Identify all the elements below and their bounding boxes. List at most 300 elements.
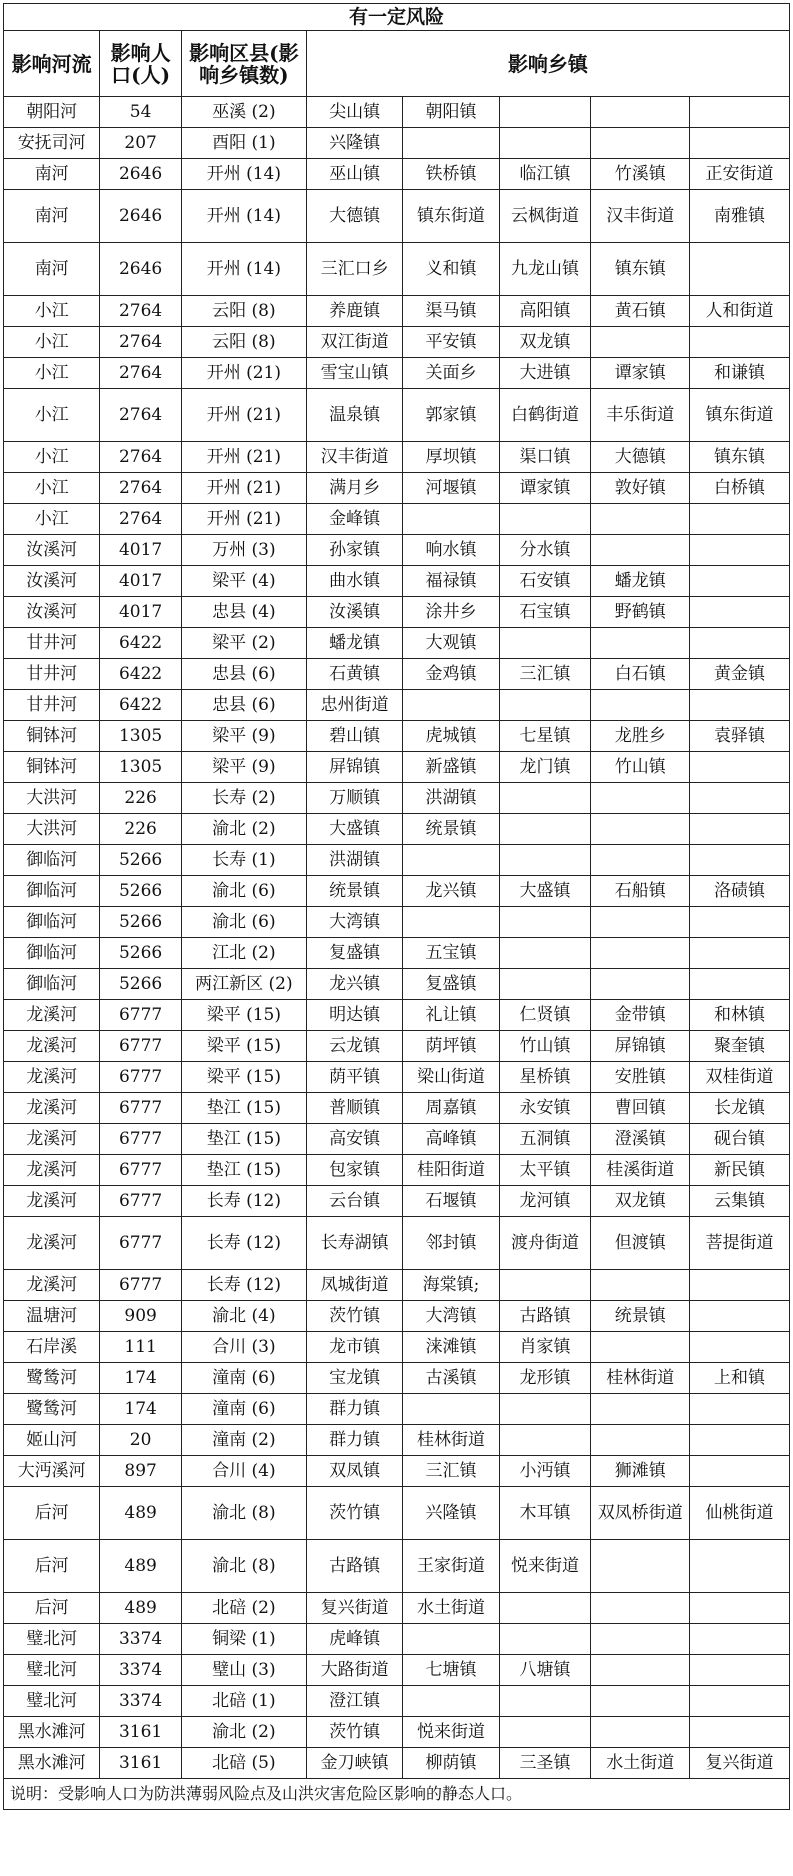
table-row [4, 97, 790, 128]
table-row [4, 783, 790, 814]
table-row [4, 1332, 790, 1363]
cell-town: 白桥镇 [690, 473, 790, 504]
cell-town: 大德镇 [306, 190, 402, 243]
cell-river: 大沔溪河 [4, 1456, 100, 1487]
cell-river: 鹭鸶河 [4, 1363, 100, 1394]
cell-river: 龙溪河 [4, 1217, 100, 1270]
cell-river: 璧北河 [4, 1686, 100, 1717]
cell-town: 温泉镇 [306, 389, 402, 442]
cell-river: 甘井河 [4, 659, 100, 690]
cell-population: 2764 [100, 442, 181, 473]
cell-town: 永安镇 [499, 1093, 591, 1124]
cell-town [591, 1425, 690, 1456]
cell-town: 悦来街道 [499, 1540, 591, 1593]
table-row [4, 473, 790, 504]
cell-town: 汝溪镇 [306, 597, 402, 628]
cell-district: 梁平 (4) [181, 566, 306, 597]
cell-town: 金峰镇 [306, 504, 402, 535]
cell-town: 七星镇 [499, 721, 591, 752]
cell-river: 御临河 [4, 907, 100, 938]
cell-town [690, 1540, 790, 1593]
cell-population: 5266 [100, 969, 181, 1000]
cell-town [690, 566, 790, 597]
cell-town [690, 128, 790, 159]
cell-population: 489 [100, 1487, 181, 1540]
cell-river: 龙溪河 [4, 1270, 100, 1301]
cell-population: 3374 [100, 1655, 181, 1686]
cell-river: 御临河 [4, 938, 100, 969]
cell-town: 礼让镇 [403, 1000, 499, 1031]
cell-town: 金鸡镇 [403, 659, 499, 690]
cell-river: 铜钵河 [4, 721, 100, 752]
cell-town: 小沔镇 [499, 1456, 591, 1487]
cell-town: 曲水镇 [306, 566, 402, 597]
cell-district: 云阳 (8) [181, 296, 306, 327]
cell-population: 6422 [100, 659, 181, 690]
cell-town [499, 1394, 591, 1425]
cell-town [499, 1593, 591, 1624]
cell-town: 洪湖镇 [306, 845, 402, 876]
table-row [4, 1031, 790, 1062]
cell-population: 1305 [100, 721, 181, 752]
cell-district: 渝北 (6) [181, 907, 306, 938]
cell-town: 柳荫镇 [403, 1748, 499, 1779]
cell-population: 1305 [100, 752, 181, 783]
cell-town: 曹回镇 [591, 1093, 690, 1124]
cell-town: 三汇镇 [403, 1456, 499, 1487]
cell-town: 新盛镇 [403, 752, 499, 783]
cell-river: 黑水滩河 [4, 1717, 100, 1748]
cell-river: 甘井河 [4, 628, 100, 659]
cell-town: 龙市镇 [306, 1332, 402, 1363]
cell-river: 璧北河 [4, 1655, 100, 1686]
cell-population: 6777 [100, 1217, 181, 1270]
cell-town: 九龙山镇 [499, 243, 591, 296]
cell-town: 云集镇 [690, 1186, 790, 1217]
cell-town: 忠州街道 [306, 690, 402, 721]
cell-town: 新民镇 [690, 1155, 790, 1186]
table-row [4, 1540, 790, 1593]
cell-town [690, 1270, 790, 1301]
cell-town: 普顺镇 [306, 1093, 402, 1124]
cell-town: 统景镇 [403, 814, 499, 845]
cell-district: 垫江 (15) [181, 1124, 306, 1155]
cell-district: 梁平 (2) [181, 628, 306, 659]
cell-town: 桂林街道 [591, 1363, 690, 1394]
cell-river: 小江 [4, 473, 100, 504]
cell-town: 大盛镇 [306, 814, 402, 845]
cell-town [690, 597, 790, 628]
cell-river: 汝溪河 [4, 566, 100, 597]
cell-river: 南河 [4, 159, 100, 190]
cell-town [690, 1332, 790, 1363]
cell-town: 双龙镇 [591, 1186, 690, 1217]
cell-district: 梁平 (9) [181, 752, 306, 783]
cell-town: 汉丰街道 [591, 190, 690, 243]
cell-town [690, 1655, 790, 1686]
table-row [4, 1186, 790, 1217]
cell-river: 后河 [4, 1540, 100, 1593]
cell-district: 开州 (14) [181, 190, 306, 243]
cell-district: 梁平 (15) [181, 1031, 306, 1062]
cell-town: 大路街道 [306, 1655, 402, 1686]
table-row [4, 814, 790, 845]
cell-town: 七塘镇 [403, 1655, 499, 1686]
cell-town: 金带镇 [591, 1000, 690, 1031]
table-row [4, 159, 790, 190]
cell-district: 合川 (3) [181, 1332, 306, 1363]
table-row [4, 752, 790, 783]
cell-town: 袁驿镇 [690, 721, 790, 752]
cell-district: 忠县 (6) [181, 659, 306, 690]
cell-town: 镇东街道 [403, 190, 499, 243]
cell-district: 梁平 (15) [181, 1000, 306, 1031]
cell-river: 小江 [4, 389, 100, 442]
cell-river: 小江 [4, 442, 100, 473]
cell-population: 6777 [100, 1124, 181, 1155]
cell-town: 野鹤镇 [591, 597, 690, 628]
cell-town [591, 1717, 690, 1748]
cell-town: 木耳镇 [499, 1487, 591, 1540]
cell-town: 统景镇 [591, 1301, 690, 1332]
cell-town [690, 907, 790, 938]
cell-town [591, 1270, 690, 1301]
cell-district: 长寿 (12) [181, 1217, 306, 1270]
cell-district: 巫溪 (2) [181, 97, 306, 128]
cell-town: 谭家镇 [591, 358, 690, 389]
cell-town [591, 1332, 690, 1363]
cell-river: 汝溪河 [4, 535, 100, 566]
cell-town: 巫山镇 [306, 159, 402, 190]
cell-population: 2646 [100, 190, 181, 243]
cell-population: 174 [100, 1394, 181, 1425]
cell-town: 安胜镇 [591, 1062, 690, 1093]
cell-river: 温塘河 [4, 1301, 100, 1332]
cell-river: 鹭鸶河 [4, 1394, 100, 1425]
cell-town [499, 938, 591, 969]
cell-town [690, 97, 790, 128]
cell-town: 人和街道 [690, 296, 790, 327]
cell-population: 2764 [100, 327, 181, 358]
cell-population: 2764 [100, 389, 181, 442]
cell-district: 长寿 (12) [181, 1186, 306, 1217]
cell-district: 渝北 (2) [181, 814, 306, 845]
cell-district: 北碚 (2) [181, 1593, 306, 1624]
cell-river: 龙溪河 [4, 1155, 100, 1186]
cell-river: 御临河 [4, 969, 100, 1000]
table-row [4, 566, 790, 597]
cell-town: 云龙镇 [306, 1031, 402, 1062]
cell-river: 铜钵河 [4, 752, 100, 783]
cell-town: 桂阳街道 [403, 1155, 499, 1186]
cell-town: 双江街道 [306, 327, 402, 358]
cell-population: 6777 [100, 1062, 181, 1093]
cell-town: 桂溪街道 [591, 1155, 690, 1186]
cell-town: 尖山镇 [306, 97, 402, 128]
table-row [4, 1301, 790, 1332]
cell-town: 蟠龙镇 [591, 566, 690, 597]
cell-district: 长寿 (12) [181, 1270, 306, 1301]
table-row [4, 1487, 790, 1540]
cell-town: 义和镇 [403, 243, 499, 296]
table-row [4, 296, 790, 327]
cell-town [499, 1270, 591, 1301]
cell-town: 王家街道 [403, 1540, 499, 1593]
table-row [4, 1624, 790, 1655]
cell-town [690, 1456, 790, 1487]
cell-town: 长寿湖镇 [306, 1217, 402, 1270]
cell-town [591, 690, 690, 721]
cell-town: 正安街道 [690, 159, 790, 190]
cell-population: 4017 [100, 566, 181, 597]
cell-town: 大湾镇 [403, 1301, 499, 1332]
cell-town: 双凤桥街道 [591, 1487, 690, 1540]
cell-river: 小江 [4, 358, 100, 389]
cell-town [499, 783, 591, 814]
cell-river: 龙溪河 [4, 1031, 100, 1062]
cell-town: 双龙镇 [499, 327, 591, 358]
cell-town: 竹山镇 [499, 1031, 591, 1062]
cell-district: 渝北 (4) [181, 1301, 306, 1332]
cell-district: 开州 (14) [181, 243, 306, 296]
cell-town [591, 1593, 690, 1624]
cell-town [591, 128, 690, 159]
cell-town: 石船镇 [591, 876, 690, 907]
table-row [4, 597, 790, 628]
cell-town: 统景镇 [306, 876, 402, 907]
cell-district: 万州 (3) [181, 535, 306, 566]
cell-district: 垫江 (15) [181, 1155, 306, 1186]
cell-town [499, 504, 591, 535]
cell-town: 竹溪镇 [591, 159, 690, 190]
cell-population: 6777 [100, 1031, 181, 1062]
cell-town: 白鹤街道 [499, 389, 591, 442]
cell-town: 谭家镇 [499, 473, 591, 504]
cell-town: 荫坪镇 [403, 1031, 499, 1062]
cell-town: 大德镇 [591, 442, 690, 473]
cell-town [591, 783, 690, 814]
cell-town: 虎城镇 [403, 721, 499, 752]
cell-river: 后河 [4, 1593, 100, 1624]
cell-town: 砚台镇 [690, 1124, 790, 1155]
cell-population: 5266 [100, 876, 181, 907]
cell-town [499, 907, 591, 938]
cell-town: 关面乡 [403, 358, 499, 389]
cell-town [690, 752, 790, 783]
cell-town [499, 1624, 591, 1655]
cell-town: 太平镇 [499, 1155, 591, 1186]
cell-town: 福禄镇 [403, 566, 499, 597]
cell-town: 雪宝山镇 [306, 358, 402, 389]
table-row [4, 1456, 790, 1487]
cell-town [499, 969, 591, 1000]
cell-town [591, 907, 690, 938]
cell-town: 黄石镇 [591, 296, 690, 327]
cell-town [403, 907, 499, 938]
cell-town: 荫平镇 [306, 1062, 402, 1093]
cell-town: 五洞镇 [499, 1124, 591, 1155]
cell-town: 包家镇 [306, 1155, 402, 1186]
cell-district: 北碚 (1) [181, 1686, 306, 1717]
cell-river: 黑水滩河 [4, 1748, 100, 1779]
table-row [4, 1686, 790, 1717]
table-row [4, 1124, 790, 1155]
table-row [4, 690, 790, 721]
cell-population: 6777 [100, 1093, 181, 1124]
cell-town [591, 938, 690, 969]
header-river: 影响河流 [4, 31, 100, 97]
cell-district: 长寿 (1) [181, 845, 306, 876]
cell-town: 肖家镇 [499, 1332, 591, 1363]
cell-river: 龙溪河 [4, 1124, 100, 1155]
cell-town: 悦来街道 [403, 1717, 499, 1748]
cell-district: 开州 (21) [181, 442, 306, 473]
cell-population: 226 [100, 783, 181, 814]
cell-river: 御临河 [4, 845, 100, 876]
cell-district: 梁平 (9) [181, 721, 306, 752]
cell-river: 御临河 [4, 876, 100, 907]
cell-town: 五宝镇 [403, 938, 499, 969]
cell-population: 5266 [100, 845, 181, 876]
cell-town: 大进镇 [499, 358, 591, 389]
cell-town: 海棠镇; [403, 1270, 499, 1301]
cell-town: 渠口镇 [499, 442, 591, 473]
cell-district: 开州 (21) [181, 389, 306, 442]
cell-town [690, 1717, 790, 1748]
table-row [4, 721, 790, 752]
cell-town: 八塘镇 [499, 1655, 591, 1686]
cell-town [591, 1624, 690, 1655]
header-population: 影响人口(人) [100, 31, 181, 97]
cell-district: 忠县 (4) [181, 597, 306, 628]
cell-river: 龙溪河 [4, 1000, 100, 1031]
cell-population: 20 [100, 1425, 181, 1456]
table-row [4, 128, 790, 159]
table-row [4, 938, 790, 969]
table-row [4, 1155, 790, 1186]
cell-town: 河堰镇 [403, 473, 499, 504]
table-row [4, 1593, 790, 1624]
cell-population: 226 [100, 814, 181, 845]
cell-town: 和林镇 [690, 1000, 790, 1031]
cell-town: 临江镇 [499, 159, 591, 190]
table-row [4, 845, 790, 876]
cell-river: 龙溪河 [4, 1062, 100, 1093]
cell-town: 响水镇 [403, 535, 499, 566]
cell-district: 开州 (21) [181, 358, 306, 389]
cell-town [690, 504, 790, 535]
cell-town [591, 97, 690, 128]
cell-town [690, 845, 790, 876]
cell-town: 镇东街道 [690, 389, 790, 442]
cell-district: 潼南 (2) [181, 1425, 306, 1456]
table-row [4, 907, 790, 938]
cell-population: 5266 [100, 938, 181, 969]
cell-town: 龙兴镇 [403, 876, 499, 907]
cell-town [499, 1686, 591, 1717]
cell-town: 桂林街道 [403, 1425, 499, 1456]
cell-district: 两江新区 (2) [181, 969, 306, 1000]
cell-town [690, 814, 790, 845]
cell-district: 垫江 (15) [181, 1093, 306, 1124]
cell-population: 3161 [100, 1717, 181, 1748]
cell-town: 石宝镇 [499, 597, 591, 628]
cell-river: 石岸溪 [4, 1332, 100, 1363]
cell-town: 复盛镇 [306, 938, 402, 969]
cell-river: 小江 [4, 504, 100, 535]
cell-river: 南河 [4, 190, 100, 243]
cell-district: 梁平 (15) [181, 1062, 306, 1093]
cell-town: 大盛镇 [499, 876, 591, 907]
cell-town: 兴隆镇 [306, 128, 402, 159]
cell-population: 489 [100, 1593, 181, 1624]
cell-town [690, 969, 790, 1000]
table-title: 有一定风险 [4, 4, 790, 31]
cell-town [690, 327, 790, 358]
cell-district: 渝北 (2) [181, 1717, 306, 1748]
cell-town: 渠马镇 [403, 296, 499, 327]
table-row [4, 1062, 790, 1093]
cell-town: 三汇口乡 [306, 243, 402, 296]
cell-town: 和谦镇 [690, 358, 790, 389]
cell-town [690, 1593, 790, 1624]
cell-town [591, 1655, 690, 1686]
cell-river: 大洪河 [4, 783, 100, 814]
cell-town: 水土街道 [403, 1593, 499, 1624]
cell-town: 兴隆镇 [403, 1487, 499, 1540]
cell-river: 小江 [4, 296, 100, 327]
table-row [4, 876, 790, 907]
cell-district: 合川 (4) [181, 1456, 306, 1487]
cell-town [403, 504, 499, 535]
cell-population: 897 [100, 1456, 181, 1487]
cell-river: 甘井河 [4, 690, 100, 721]
cell-town [591, 504, 690, 535]
cell-population: 6777 [100, 1270, 181, 1301]
cell-town: 复兴街道 [306, 1593, 402, 1624]
cell-population: 207 [100, 128, 181, 159]
cell-district: 忠县 (6) [181, 690, 306, 721]
cell-town [403, 845, 499, 876]
cell-town [591, 1394, 690, 1425]
cell-town: 石黄镇 [306, 659, 402, 690]
cell-river: 后河 [4, 1487, 100, 1540]
cell-town: 汉丰街道 [306, 442, 402, 473]
cell-town [403, 128, 499, 159]
table-row [4, 969, 790, 1000]
cell-town: 邻封镇 [403, 1217, 499, 1270]
cell-town: 明达镇 [306, 1000, 402, 1031]
cell-town: 古路镇 [499, 1301, 591, 1332]
cell-population: 3374 [100, 1686, 181, 1717]
cell-population: 174 [100, 1363, 181, 1394]
cell-population: 6422 [100, 628, 181, 659]
cell-district: 开州 (21) [181, 473, 306, 504]
cell-town: 洪湖镇 [403, 783, 499, 814]
cell-town [499, 690, 591, 721]
cell-town: 宝龙镇 [306, 1363, 402, 1394]
cell-town: 孙家镇 [306, 535, 402, 566]
cell-population: 2646 [100, 243, 181, 296]
header-towns: 影响乡镇 [306, 31, 789, 97]
cell-town [690, 535, 790, 566]
cell-town: 双凤镇 [306, 1456, 402, 1487]
cell-river: 璧北河 [4, 1624, 100, 1655]
cell-district: 云阳 (8) [181, 327, 306, 358]
cell-town: 澄溪镇 [591, 1124, 690, 1155]
table-row [4, 442, 790, 473]
cell-district: 渝北 (8) [181, 1540, 306, 1593]
